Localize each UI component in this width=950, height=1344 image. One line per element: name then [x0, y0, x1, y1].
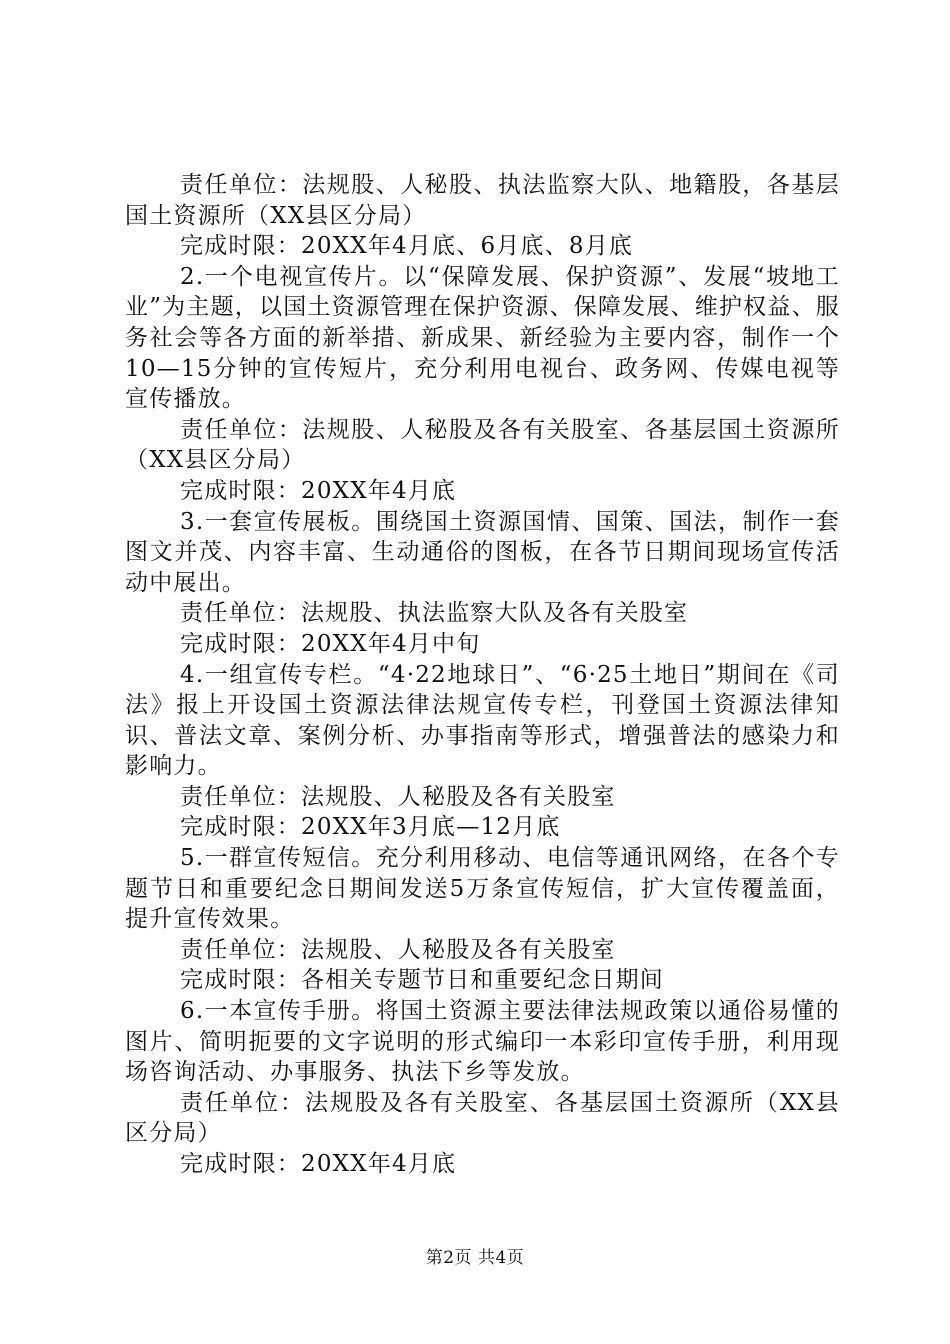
- paragraph-responsible-units-1: 责任单位：法规股、人秘股、执法监察大队、地籍股，各基层国土资源所（XX县区分局）: [125, 172, 840, 229]
- paragraph-responsible-units-4: 责任单位：法规股、人秘股及各有关股室: [180, 783, 616, 810]
- paragraph-deadline-3: 完成时限：20XX年4月中旬: [180, 630, 481, 657]
- paragraph-item-6-handbook: 6.一本宣传手册。将国土资源主要法律法规政策以通俗易懂的图片、简明扼要的文字说明的形式编印一本彩印宣传手册，利用现场咨询活动、办事服务、执法下乡等发放。: [125, 998, 840, 1086]
- paragraph-item-2-tv-promo: 2.一个电视宣传片。以“保障发展、保护资源”、发展“坡地工业”为主题，以国土资源管理在保护资源、保障发展、维护权益、服务社会等各方面的新举措、新成果、新经验为主要内容，制作一个10—15分钟的宣传短片，充分利用电视台、政务网、传媒电视等宣传播放。: [125, 263, 840, 413]
- paragraph-deadline-2: 完成时限：20XX年4月底: [180, 477, 457, 504]
- paragraph-item-5-sms: 5.一群宣传短信。充分利用移动、电信等通讯网络，在各个专题节日和重要纪念日期间发送5万条宣传短信，扩大宣传覆盖面，提升宣传效果。: [125, 845, 840, 933]
- paragraph-deadline-6: 完成时限：20XX年4月底: [180, 1151, 457, 1177]
- paragraph-responsible-units-6: 责任单位：法规股及各有关股室、各基层国土资源所（XX县区分局）: [125, 1089, 840, 1147]
- page-number-footer: 第2页 共4页: [425, 1248, 525, 1268]
- paragraph-item-3-display-boards: 3.一套宣传展板。围绕国土资源国情、国策、国法，制作一套图文并茂、内容丰富、生动通俗的图板，在各节日期间现场宣传活动中展出。: [125, 508, 840, 596]
- paragraph-deadline-5: 完成时限：各相关专题节日和重要纪念日期间: [180, 967, 664, 994]
- paragraph-responsible-units-5: 责任单位：法规股、人秘股及各有关股室: [180, 936, 616, 963]
- paragraph-responsible-units-2: 责任单位：法规股、人秘股及各有关股室、各基层国土资源所（XX县区分局）: [125, 416, 840, 474]
- document-body: [125, 170, 840, 1180]
- paragraph-deadline-1: 完成时限：20XX年4月底、6月底、8月底: [180, 233, 634, 260]
- paragraph-responsible-units-3: 责任单位：法规股、执法监察大队及各有关股室: [180, 600, 689, 627]
- paragraph-deadline-4: 完成时限：20XX年3月底—12月底: [180, 814, 561, 841]
- paragraph-item-4-columns: 4.一组宣传专栏。“4·22地球日”、“6·25土地日”期间在《司法》报上开设国土资源法律法规宣传专栏，刊登国土资源法律知识、普法文章、案例分析、办事指南等形式，增强普法的感染力和影响力。: [125, 661, 840, 780]
